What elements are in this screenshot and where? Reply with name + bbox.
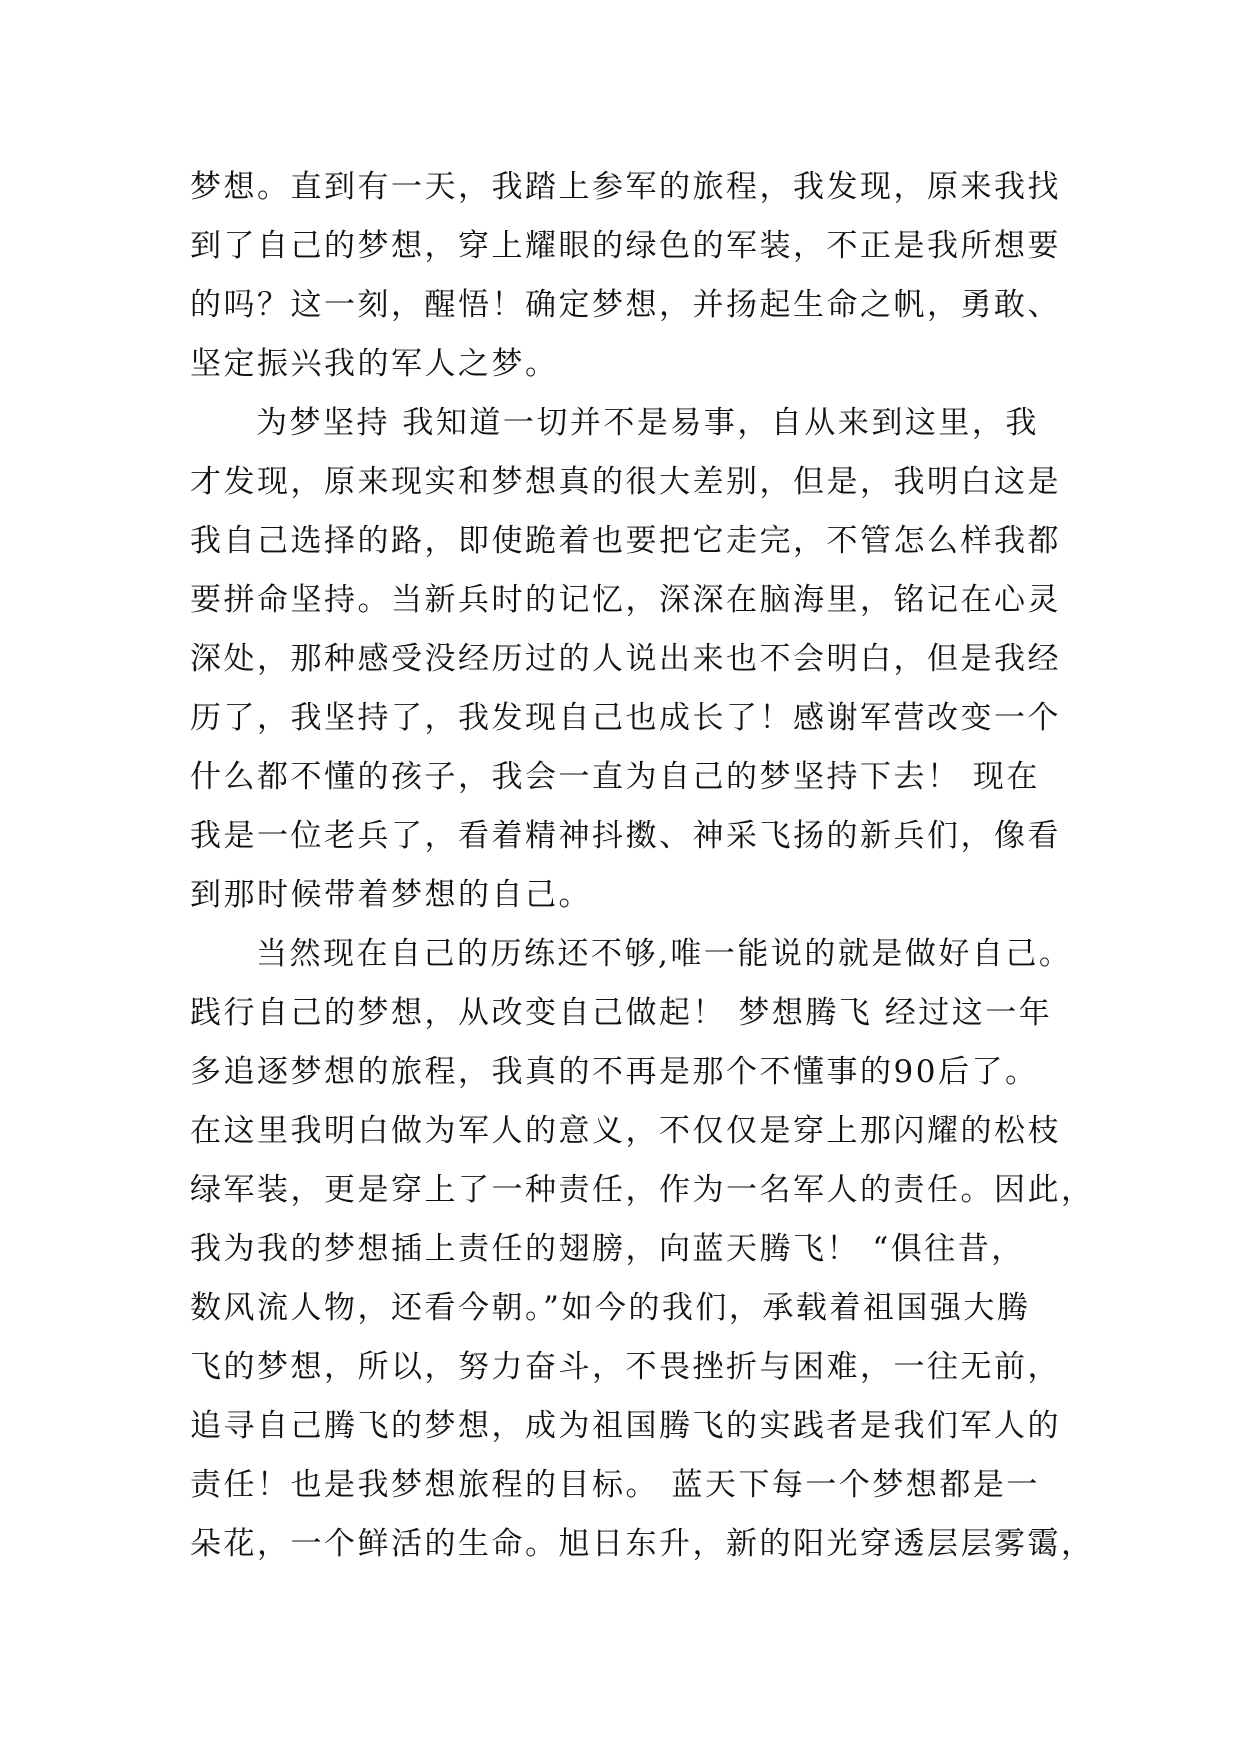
text-line: 的吗？这一刻，醒悟！确定梦想，并扬起生命之帆，勇敢、 [190,287,1061,323]
text-line: 到了自己的梦想，穿上耀眼的绿色的军装，不正是我所想要 [190,228,1061,264]
text-line: 当然现在自己的历练还不够,唯一能说的就是做好自己。 [256,936,1073,972]
text-line: 我自己选择的路，即使跪着也要把它走完，不管怎么样我都 [190,523,1061,559]
text-line: 要拼命坚持。当新兵时的记忆，深深在脑海里，铭记在心灵 [190,582,1061,618]
text-line: 梦想。直到有一天，我踏上参军的旅程，我发现，原来我找 [190,169,1061,205]
text-line: 才发现，原来现实和梦想真的很大差别，但是，我明白这是 [190,464,1061,500]
text-line: 历了，我坚持了，我发现自己也成长了！感谢军营改变一个 [190,700,1061,736]
text-line: 践行自己的梦想，从改变自己做起！ 梦想腾飞 经过这一年 [190,995,1053,1031]
text-line: 责任！也是我梦想旅程的目标。 蓝天下每一个梦想都是一 [190,1467,1040,1503]
text-line: 追寻自己腾飞的梦想，成为祖国腾飞的实践者是我们军人的 [190,1408,1061,1444]
text-line: 为梦坚持 我知道一切并不是易事，自从来到这里，我 [256,405,1039,441]
text-line: 绿军装，更是穿上了一种责任，作为一名军人的责任。因此， [190,1172,1095,1208]
text-line: 我为我的梦想插上责任的翅膀，向蓝天腾飞！ “俱往昔， [190,1231,1025,1267]
text-line: 飞的梦想，所以，努力奋斗，不畏挫折与困难，一往无前， [190,1349,1061,1385]
text-line: 到那时候带着梦想的自己。 [190,877,592,913]
text-line: 多追逐梦想的旅程，我真的不再是那个不懂事的90后了。 [190,1054,1039,1090]
text-line: 深处，那种感受没经历过的人说出来也不会明白，但是我经 [190,641,1061,677]
text-line: 什么都不懂的孩子，我会一直为自己的梦坚持下去！ 现在 [190,759,1040,795]
body-text [190,158,1095,1574]
text-line: 在这里我明白做为军人的意义，不仅仅是穿上那闪耀的松枝 [190,1113,1061,1149]
text-line: 坚定振兴我的军人之梦。 [190,346,559,382]
text-line: 朵花，一个鲜活的生命。旭日东升，新的阳光穿透层层雾霭， [190,1526,1095,1562]
text-line: 数风流人物，还看今朝。”如今的我们，承载着祖国强大腾 [190,1290,1031,1326]
text-line: 我是一位老兵了，看着精神抖擞、神采飞扬的新兵们，像看 [190,818,1061,854]
